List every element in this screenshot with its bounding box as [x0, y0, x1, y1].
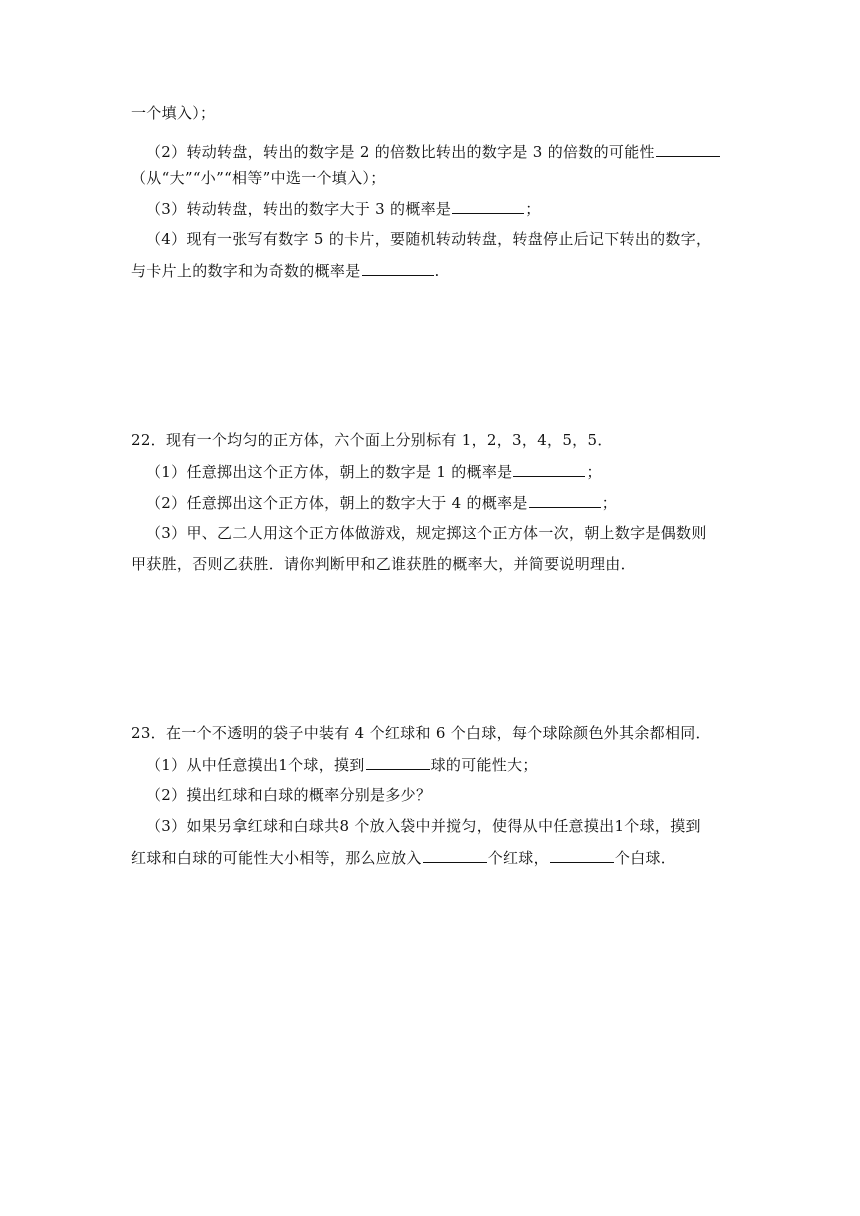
- q23-part3-end: 个白球．: [614, 849, 677, 867]
- q21-part4-end: .: [434, 262, 440, 280]
- q21-part3-line: [146, 198, 541, 219]
- q22-part1-text: （1）任意掷出这个正方体，朝上的数字是 1 的概率是: [146, 463, 513, 481]
- q23-stem: 23．在一个不透明的袋子中装有 4 个红球和 6 个白球，每个球除颜色外其余都相同．: [131, 724, 711, 742]
- q23-part3-line1: （3）如果另拿红球和白球共8 个放入袋中并搅匀，使得从中任意摸出1个球，摸到: [146, 817, 701, 835]
- q21-part3-text: （3）转动转盘，转出的数字大于 3 的概率是: [146, 200, 452, 218]
- q21-part4-line1: （4）现有一张写有数字 5 的卡片，要随机转动转盘，转盘停止后记下转出的数字，: [146, 230, 712, 248]
- q22-part2-text: （2）任意掷出这个正方体，朝上的数字大于 4 的概率是: [146, 494, 528, 512]
- q22-part1-line: [146, 461, 602, 482]
- q22-part1-blank[interactable]: [513, 461, 585, 477]
- q23-part3-line2: [131, 847, 676, 868]
- q23-part3-mid: 个红球，: [487, 849, 549, 867]
- q23-part1-line: [146, 754, 538, 775]
- q21-part2-line1: [146, 141, 721, 162]
- q23-part2-line: （2）摸出红球和白球的概率分别是多少？: [146, 786, 432, 804]
- q22-part3-line2: 甲获胜，否则乙获胜．请你判断甲和乙谁获胜的概率大，并简要说明理由．: [131, 555, 636, 573]
- q21-part2-line2: （从“大”“小”“相等”中选一个填入）；: [131, 169, 386, 187]
- q23-part1-end: 球的可能性大；: [430, 756, 538, 774]
- q21-continuation-text: 一个填入）；: [131, 104, 216, 122]
- q21-part2-blank[interactable]: [656, 141, 720, 157]
- q23-part1-blank[interactable]: [366, 754, 430, 770]
- q22-part1-end: ；: [586, 463, 602, 481]
- q23-part3-text: 红球和白球的可能性大小相等，那么应放入: [131, 849, 422, 867]
- q22-part3-line1: （3）甲、乙二人用这个正方体做游戏，规定掷这个正方体一次，朝上数字是偶数则: [146, 524, 707, 542]
- q23-part1-text: （1）从中任意摸出1个球，摸到: [146, 756, 365, 774]
- q21-part2-text: （2）转动转盘，转出的数字是 2 的倍数比转出的数字是 3 的倍数的可能性: [146, 143, 655, 161]
- q21-part3-end: ；: [525, 200, 541, 218]
- q22-part2-blank[interactable]: [529, 492, 601, 508]
- q21-part4-blank[interactable]: [362, 260, 434, 276]
- q22-stem: 22．现有一个均匀的正方体，六个面上分别标有 1，2，3，4，5，5．: [131, 431, 613, 449]
- q22-part2-end: ；: [601, 494, 618, 512]
- q21-part4-line2: [131, 260, 440, 281]
- q21-part3-blank[interactable]: [452, 198, 524, 214]
- q22-part2-line: [146, 492, 617, 513]
- q23-part3-blank-red[interactable]: [423, 847, 487, 863]
- q21-part4-text: 与卡片上的数字和为奇数的概率是: [131, 262, 361, 280]
- q23-part3-blank-white[interactable]: [550, 847, 614, 863]
